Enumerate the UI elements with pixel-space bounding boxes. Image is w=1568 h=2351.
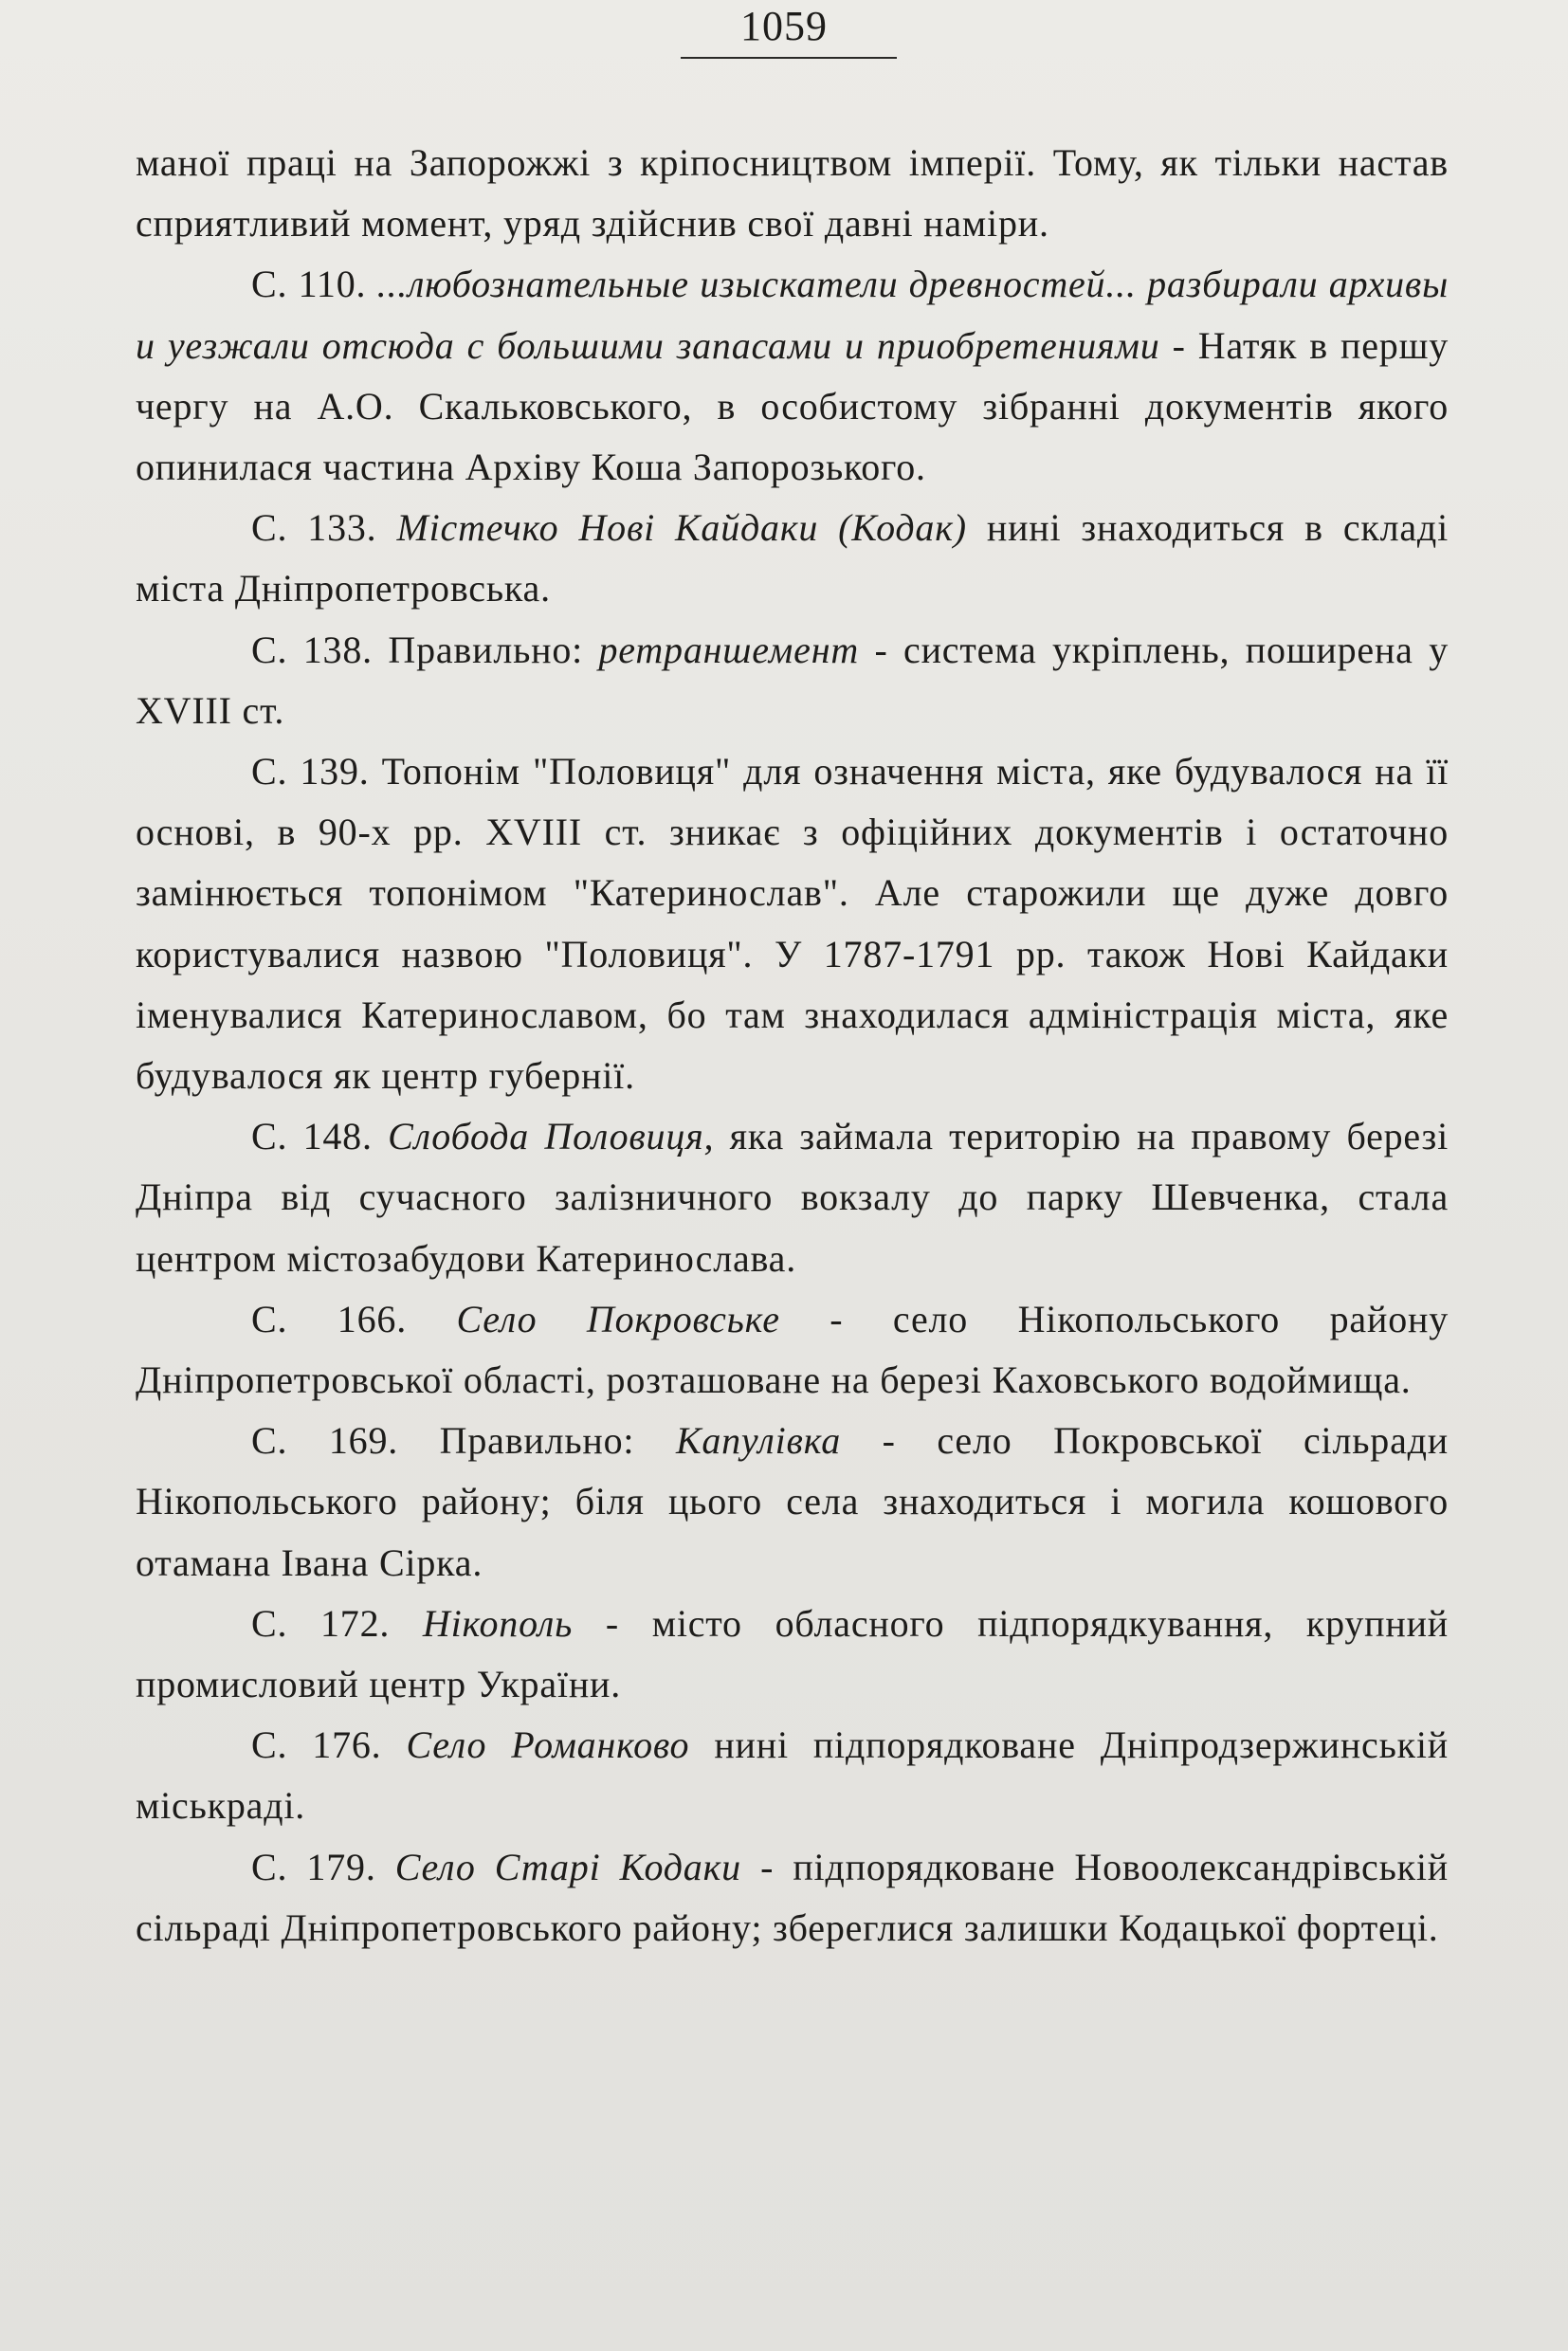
paragraph-text: С. 176. [251,1723,407,1767]
commentary-paragraph [136,1594,1449,1715]
italic-quote: Нікополь [422,1601,574,1645]
commentary-paragraph [136,1411,1449,1594]
commentary-paragraph [136,620,1449,741]
page-number: 1059 [740,3,828,49]
paragraph-text: - система укріплень, поширена у XVIII ст. [136,628,1449,732]
italic-quote: Село Старі Кодаки [394,1845,741,1888]
commentary-paragraph [136,741,1449,1106]
commentary-paragraph [136,1289,1449,1411]
paragraph-text: С. 172. [251,1601,423,1645]
commentary-paragraph [136,1715,1449,1836]
paragraph-text: - місто обласного підпорядкування, крупний промисловий центр України. [136,1601,1449,1706]
italic-quote: Село Покровське [456,1297,780,1340]
paragraph-text: - підпорядковане Новоолександрівській сільраді Дніпропетровського району; збереглися залишки Кодацької фортеці. [136,1845,1449,1949]
commentary-text [136,133,1449,1959]
page-header [0,2,1568,51]
italic-quote: Містечко Нові Кайдаки (Кодак) [396,506,967,550]
paragraph-text: С. 179. [251,1845,395,1888]
paragraph-text: С. 138. Правильно: [251,628,599,671]
commentary-paragraph [136,254,1449,498]
commentary-paragraph [136,1837,1449,1959]
commentary-paragraph [136,498,1449,619]
paragraph-text: С. 133. [251,506,397,550]
paragraph-text: С. 166. [251,1297,457,1340]
commentary-paragraph [136,1106,1449,1289]
commentary-paragraph [136,133,1449,254]
paragraph-text: - Натяк в першу чергу на А.О. Скальковського, в особистому зібранні документів якого опинилася частина Архіву Коша Запорозького. [136,323,1449,489]
paragraph-text: С. 169. Правильно: [251,1419,676,1463]
italic-quote: Село Романково [406,1723,690,1767]
italic-quote: ...любознательные изыскатели древностей... разбирали архивы и уезжали отсюда с большими запасами и приобретениями [136,263,1449,367]
paragraph-text: - село Нікопольського району Дніпропетровської області, розташоване на березі Каховського водоймища. [136,1297,1449,1402]
page-number-rule [681,57,897,59]
paragraph-text: маної праці на Запорожжі з кріпосництвом імперії. Тому, як тільки настав сприятливий момент, уряд здійснив свої давні наміри. [136,141,1449,246]
paragraph-text: нині підпорядковане Дніпродзержинській міськраді. [136,1723,1449,1828]
paragraph-text: яка займала територію на правому березі Дніпра від сучасного залізничного вокзалу до парку Шевченка, стала центром містозабудови Катеринослава. [136,1115,1449,1280]
paragraph-text: - село Покровської сільради Нікопольського району; біля цього села знаходиться і могила кошового отамана Івана Сірка. [136,1419,1449,1584]
italic-quote: Слобода Половиця, [388,1115,715,1158]
italic-quote: Капулівка [675,1419,842,1463]
italic-quote: ретраншемент [598,628,860,671]
paragraph-text: С. 139. Топонім "Половиця" для означення міста, яке будувалося на її основі, в 90-х рр. XVIII ст. зникає з офіційних документів і остаточно замінюється топонімом "Катеринослав". Але старожили ще дуже довго користувалися назвою "Половиця". У 1787-1791 рр. також Нові Кайдаки іменувалися Катеринославом, бо там знаходилася адміністрація міста, яке будувалося як центр губернії. [136,750,1449,1098]
paragraph-text: С. 148. [251,1115,389,1158]
paragraph-text: С. 110. [251,263,377,306]
paragraph-text: нині знаходиться в складі міста Дніпропетровська. [136,506,1449,611]
